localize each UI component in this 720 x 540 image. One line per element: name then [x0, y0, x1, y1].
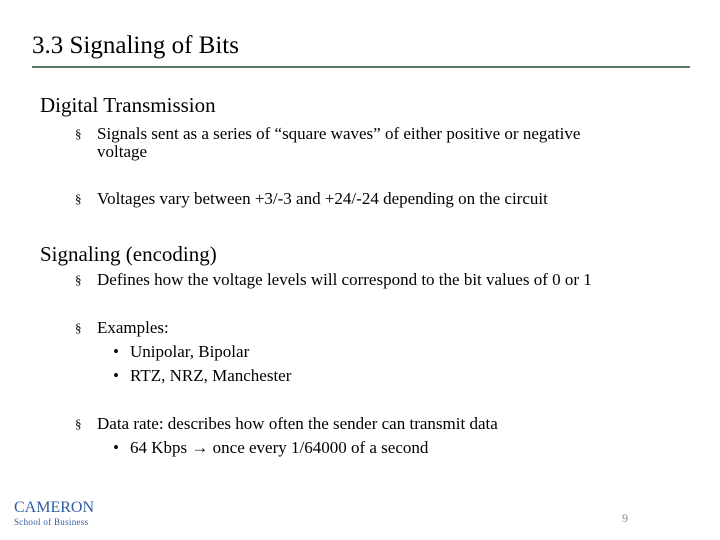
bullet-text: Defines how the voltage levels will correspond to the bit values of 0 or 1 [97, 270, 592, 289]
cameron-logo [14, 500, 100, 532]
bullet-marker: § [75, 191, 82, 206]
bullet-marker: § [75, 320, 82, 335]
logo-subtitle: School of Business [14, 517, 89, 527]
bullet-text: Signals sent as a series of “square waves” of either positive or negative [97, 124, 581, 143]
bullet-text: Voltages vary between +3/-3 and +24/-24 depending on the circuit [97, 189, 548, 208]
title-divider [32, 66, 690, 68]
bullet-text-continued: voltage [97, 142, 148, 161]
bullet-marker: § [75, 416, 82, 431]
sub-bullet-unipolar [113, 342, 249, 362]
sub-bullet-text: Unipolar, Bipolar [130, 342, 250, 361]
sub-bullet-text: RTZ, NRZ, Manchester [130, 366, 292, 385]
page-number: 9 [622, 511, 628, 525]
sub-bullet-text: 64 Kbps [130, 438, 188, 457]
section-heading-signaling: Signaling (encoding) [40, 242, 217, 266]
section-heading-digital-transmission: Digital Transmission [40, 93, 216, 117]
sub-bullet-rtz [113, 366, 291, 386]
sub-bullet-text-continued: once every 1/64000 of a second [212, 438, 429, 457]
sub-bullet-64kbps [113, 438, 428, 458]
logo-wordmark: CAMERON [14, 499, 95, 516]
bullet-marker: § [75, 126, 82, 141]
bullet-text: Examples: [97, 318, 169, 337]
bullet-text: Data rate: describes how often the sender can transmit data [97, 414, 498, 433]
sub-bullet-marker: • [113, 438, 119, 457]
slide-title: 3.3 Signaling of Bits [32, 32, 239, 59]
sub-bullet-marker: • [113, 366, 119, 385]
arrow-right-icon: → [191, 438, 209, 457]
sub-bullet-marker: • [113, 342, 119, 361]
bullet-marker: § [75, 272, 82, 287]
